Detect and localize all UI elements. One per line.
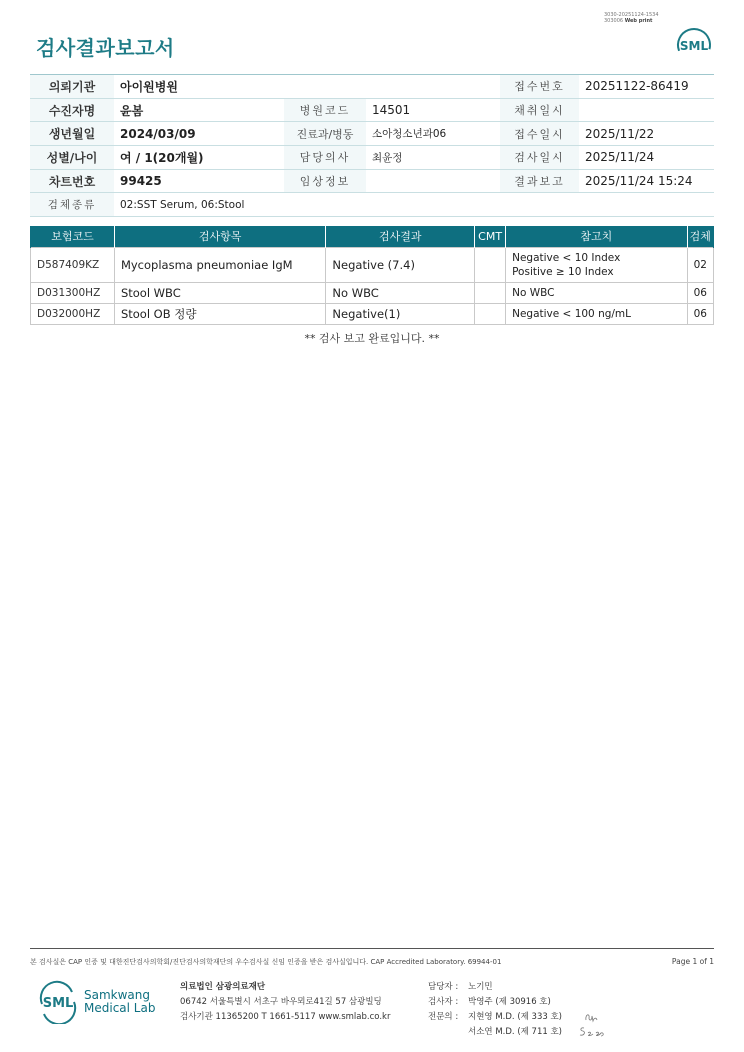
value-sex-age: 여 / 1(20개월) [114, 146, 284, 170]
cell-item: Stool OB 정량 [114, 303, 325, 324]
col-header-reference: 참고치 [506, 226, 687, 247]
print-meta-line2: 303006 Web print [604, 18, 653, 24]
sml-footer-logo-text: SML [42, 996, 74, 1011]
table-row [31, 282, 714, 303]
value-hospital-code: 14501 [366, 98, 500, 122]
page-title: 검사결과보고서 [36, 36, 175, 60]
col-header-specimen: 검체 [687, 226, 713, 247]
col-header-cmt: CMT [475, 226, 506, 247]
label-birth-date: 생년월일 [30, 122, 114, 146]
sml-logo-text: SML [679, 39, 709, 53]
value-chart-number: 99425 [114, 169, 284, 193]
results-table [30, 226, 714, 325]
cell-result: Negative (7.4) [326, 247, 475, 282]
label-chart-number: 차트번호 [30, 169, 114, 193]
label-patient-name: 수진자명 [30, 98, 114, 122]
cell-code: D031300HZ [31, 282, 115, 303]
specialist-name: 지현영 M.D. (제 333 호) [468, 1012, 563, 1022]
org-contact: 검사기관 11365200 T 1661-5117 www.smlab.co.kr [180, 1012, 391, 1022]
cell-cmt [475, 303, 506, 324]
value-clinical-info [366, 169, 500, 193]
manager-label: 담당자 : [428, 982, 459, 992]
value-report-date: 2025/11/24 15:24 [579, 169, 714, 193]
patient-row [30, 98, 714, 122]
value-doctor: 최윤정 [366, 146, 500, 170]
accreditation-note: 본 검사실은 CAP 인증 및 대한진단검사의학회/진단검사의학재단의 우수검사실 신임 인증을 받은 검사실입니다. CAP Accredited Laboratory. 69944-01 [30, 958, 502, 966]
cell-specimen: 06 [687, 303, 713, 324]
label-hospital-code: 병원코드 [284, 98, 366, 122]
signature-icon [583, 1010, 601, 1024]
brand-line1: Samkwang [84, 988, 150, 1002]
patient-info-table [30, 74, 714, 217]
table-row [31, 303, 714, 324]
page-number: Page 1 of 1 [671, 957, 714, 966]
value-department: 소아청소년과06 [366, 122, 500, 146]
value-birth-date: 2024/03/09 [114, 122, 284, 146]
cell-reference [506, 247, 687, 282]
cell-result: No WBC [326, 282, 475, 303]
report-complete-note: ** 검사 보고 완료입니다. ** [304, 332, 440, 345]
brand-name [84, 989, 155, 1015]
specialist-name: 서소연 M.D. (제 711 호) [468, 1027, 563, 1037]
value-receipt-number: 20251122-86419 [579, 75, 714, 99]
col-header-test-item: 검사항목 [114, 226, 325, 247]
value-collection-date [579, 98, 714, 122]
cell-specimen: 06 [687, 282, 713, 303]
print-meta [604, 12, 694, 24]
cell-item: Mycoplasma pneumoniae IgM [114, 247, 325, 282]
value-receipt-date: 2025/11/22 [579, 122, 714, 146]
cell-code: D032000HZ [31, 303, 115, 324]
sml-logo-icon [675, 26, 713, 64]
reference-line: Positive ≥ 10 Index [512, 265, 614, 278]
sml-footer-logo-icon [36, 980, 80, 1024]
tester-label: 검사자 : [428, 997, 459, 1007]
print-meta-line1: 3030-20251124-1534 [604, 12, 659, 18]
brand-line2: Medical Lab [84, 1001, 156, 1015]
manager-name: 노기민 [468, 982, 493, 992]
label-requesting-institution: 의뢰기관 [30, 75, 114, 99]
label-report-date: 결과보고 [500, 169, 579, 193]
footer-divider [30, 948, 714, 949]
patient-row [30, 146, 714, 170]
label-specimen-type: 검체종류 [30, 193, 114, 217]
value-specimen-type: 02:SST Serum, 06:Stool [114, 193, 714, 217]
staff-info [428, 980, 562, 1040]
value-requesting-institution: 아이원병원 [114, 75, 284, 99]
patient-row [30, 193, 714, 217]
org-name: 의료법인 삼광의료재단 [180, 982, 266, 992]
cell-code: D587409KZ [31, 247, 115, 282]
patient-row [30, 75, 714, 99]
value-patient-name: 윤봄 [114, 98, 284, 122]
value-test-date: 2025/11/24 [579, 146, 714, 170]
patient-row [30, 169, 714, 193]
label-department: 진료과/병동 [284, 122, 366, 146]
cell-reference: No WBC [506, 282, 687, 303]
label-sex-age: 성별/나이 [30, 146, 114, 170]
col-header-insurance-code: 보험코드 [31, 226, 115, 247]
cell-result: Negative(1) [326, 303, 475, 324]
col-header-result: 검사결과 [326, 226, 475, 247]
results-header-row [31, 226, 714, 247]
cell-specimen: 02 [687, 247, 713, 282]
cell-item: Stool WBC [114, 282, 325, 303]
tester-name: 박영주 (제 30916 호) [468, 997, 551, 1007]
label-receipt-date: 접수일시 [500, 122, 579, 146]
label-receipt-number: 접수번호 [500, 75, 579, 99]
label-test-date: 검사일시 [500, 146, 579, 170]
signature-icon [578, 1024, 606, 1038]
label-doctor: 담당의사 [284, 146, 366, 170]
label-clinical-info: 임상정보 [284, 169, 366, 193]
cell-cmt [475, 282, 506, 303]
organization-info [180, 980, 390, 1025]
reference-line: Negative < 10 Index [512, 251, 621, 264]
org-address: 06742 서울특별시 서초구 바우뫼로41길 57 삼광빌딩 [180, 997, 382, 1007]
label-collection-date: 채취일시 [500, 98, 579, 122]
table-row [31, 247, 714, 282]
specialist-label: 전문의 : [428, 1012, 459, 1022]
cell-reference: Negative < 100 ng/mL [506, 303, 687, 324]
patient-row [30, 122, 714, 146]
cell-cmt [475, 247, 506, 282]
